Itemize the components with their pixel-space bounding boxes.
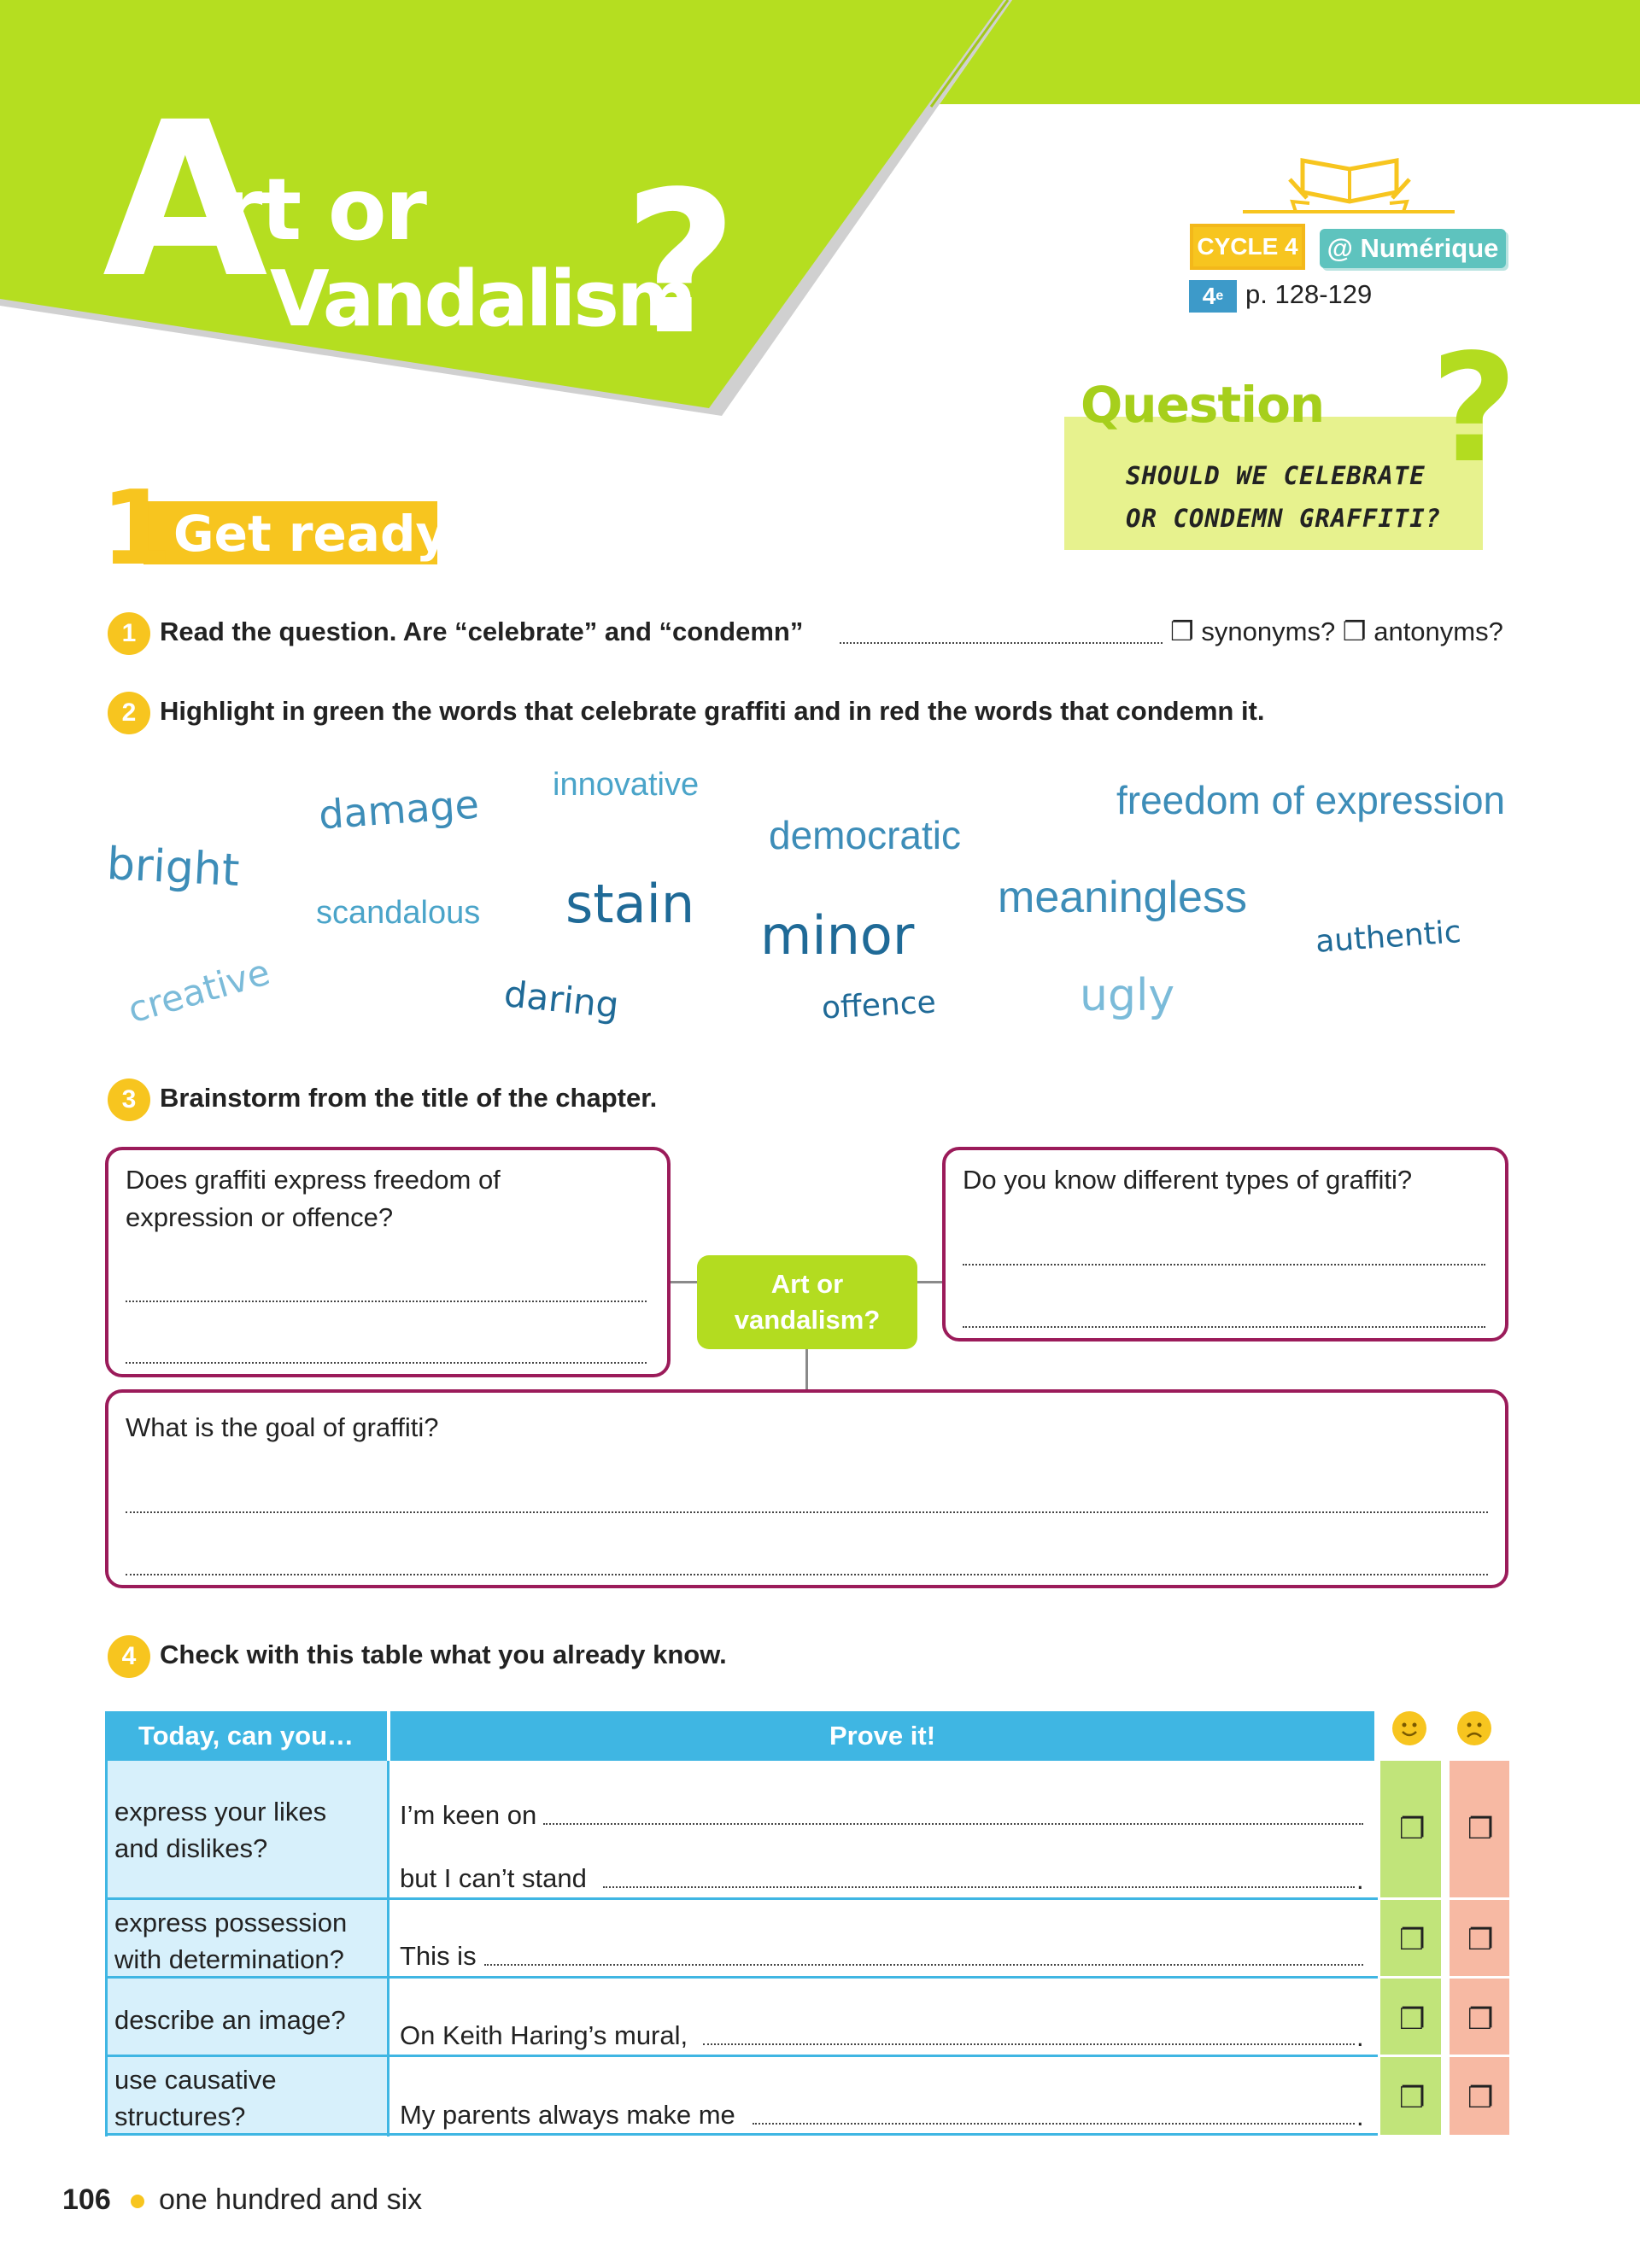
table-row-prompt: My parents always make me (400, 2100, 735, 2130)
checkbox-yes[interactable]: ❐ (1399, 2003, 1426, 2036)
answer-line[interactable] (543, 1823, 1363, 1825)
happy-face-icon (1392, 1711, 1426, 1745)
exercise-number: 3 (108, 1078, 150, 1121)
exercise-1-options[interactable]: ❐ synonyms? ❐ antonyms? (1170, 617, 1503, 646)
word-scandalous[interactable]: scandalous (316, 895, 481, 931)
answer-line[interactable] (963, 1264, 1485, 1266)
table-row-prompt: On Keith Haring’s mural, (400, 2020, 688, 2050)
word-offence[interactable]: offence (820, 985, 937, 1026)
connector-line (805, 1347, 808, 1390)
checkbox-no[interactable]: ❐ (1467, 2003, 1494, 2036)
answer-line[interactable] (603, 1886, 1355, 1888)
checkbox-yes[interactable]: ❐ (1399, 1924, 1426, 1956)
word-stain[interactable]: stain (565, 873, 695, 935)
sentence-period: . (1356, 2022, 1364, 2052)
answer-line[interactable] (126, 1362, 647, 1364)
table-row-skill: express your likes and dislikes? (114, 1797, 327, 1863)
answer-line[interactable] (703, 2043, 1355, 2045)
table-header-prove: Prove it! (390, 1711, 1374, 1761)
mindmap-center: Art or vandalism? (697, 1255, 917, 1349)
answer-line[interactable] (126, 1301, 647, 1302)
answer-line[interactable] (484, 1964, 1363, 1966)
exercise-number: 2 (108, 692, 150, 734)
exercise-number: 1 (108, 612, 150, 655)
brainstorm-prompt-types: Do you know different types of graffiti? (963, 1165, 1413, 1195)
exercise-3-instruction: Brainstorm from the title of the chapter. (160, 1083, 658, 1113)
checkbox-yes[interactable]: ❐ (1399, 2082, 1426, 2114)
table-row-prompt: This is (400, 1941, 477, 1971)
table-header-today: Today, can you… (105, 1711, 387, 1761)
exercise-2-instruction: Highlight in green the words that celebrate graffiti and in red the words that condemn it. (160, 696, 1265, 726)
answer-line[interactable] (753, 2123, 1355, 2125)
checkbox-no[interactable]: ❐ (1467, 1813, 1494, 1845)
question-mark-icon: ? (1431, 323, 1518, 496)
exercise-4-instruction: Check with this table what you already know. (160, 1640, 727, 1669)
answer-line[interactable] (840, 642, 1163, 644)
sentence-period: . (1356, 1865, 1364, 1895)
connector-line (669, 1281, 700, 1283)
table-border (1380, 1976, 1509, 1979)
connector-line (915, 1281, 946, 1283)
table-border (105, 2133, 1378, 2136)
table-border (105, 2055, 1378, 2057)
table-border (387, 1761, 390, 2136)
cycle-badge: CYCLE 4 (1190, 224, 1305, 270)
table-row-skill: describe an image? (114, 2005, 346, 2035)
question-title: Question (1081, 376, 1325, 434)
table-border (105, 1761, 108, 2136)
numerique-badge[interactable]: @ Numérique (1320, 229, 1506, 268)
word-minor[interactable]: minor (760, 904, 915, 967)
section-number: 1 (101, 470, 173, 588)
word-authentic[interactable]: authentic (1314, 915, 1462, 960)
footer-bullet-icon (131, 2195, 144, 2208)
word-freedom-of-expression[interactable]: freedom of expression (1116, 778, 1506, 822)
table-row-prompt: I’m keen on (400, 1800, 537, 1830)
answer-line[interactable] (963, 1326, 1485, 1328)
table-border (1380, 1897, 1509, 1900)
word-creative[interactable]: creative (123, 950, 275, 1032)
word-innovative[interactable]: innovative (553, 767, 700, 803)
table-row-skill: express possession with determination? (114, 1908, 348, 1974)
question-text: SHOULD WE CELEBRATE OR CONDEMN GRAFFITI? (1126, 461, 1442, 533)
table-row-prompt: but I can’t stand (400, 1863, 587, 1893)
title-vandalism: Vandalism (270, 254, 694, 344)
reading-book-icon (1243, 145, 1456, 218)
answer-line[interactable] (126, 1574, 1488, 1575)
exercise-1-instruction: Read the question. Are “celebrate” and “condemn” (160, 617, 804, 646)
exercise-number: 4 (108, 1635, 150, 1678)
word-democratic[interactable]: democratic (769, 813, 961, 857)
brainstorm-prompt-goal: What is the goal of graffiti? (126, 1412, 439, 1442)
title-question-mark: ? (624, 150, 738, 378)
brainstorm-prompt-freedom: Does graffiti express freedom of expression or offence? (126, 1165, 501, 1232)
table-border (1380, 2055, 1509, 2057)
page-number-words: one hundred and six (159, 2183, 423, 2216)
checkbox-no[interactable]: ❐ (1467, 2082, 1494, 2114)
page-reference: p. 128-129 (1245, 279, 1373, 309)
sad-face-icon (1457, 1711, 1491, 1745)
title-letter-a: A (102, 76, 260, 324)
grade-badge: 4 e (1189, 280, 1237, 313)
word-bright[interactable]: bright (105, 838, 241, 897)
table-row-skill: use causative structures? (114, 2065, 277, 2131)
word-damage[interactable]: damage (317, 780, 481, 839)
sentence-period: . (1356, 2101, 1364, 2131)
checkbox-yes[interactable]: ❐ (1399, 1813, 1426, 1845)
page-number: 106 (62, 2183, 111, 2216)
word-ugly[interactable]: ugly (1080, 970, 1175, 1021)
checkbox-no[interactable]: ❐ (1467, 1924, 1494, 1956)
word-daring[interactable]: daring (501, 973, 621, 1026)
table-border (105, 1897, 1378, 1900)
section-title: Get ready (173, 505, 448, 563)
word-meaningless[interactable]: meaningless (998, 873, 1247, 922)
title-art-or: rt or (220, 160, 425, 260)
answer-line[interactable] (126, 1511, 1488, 1513)
